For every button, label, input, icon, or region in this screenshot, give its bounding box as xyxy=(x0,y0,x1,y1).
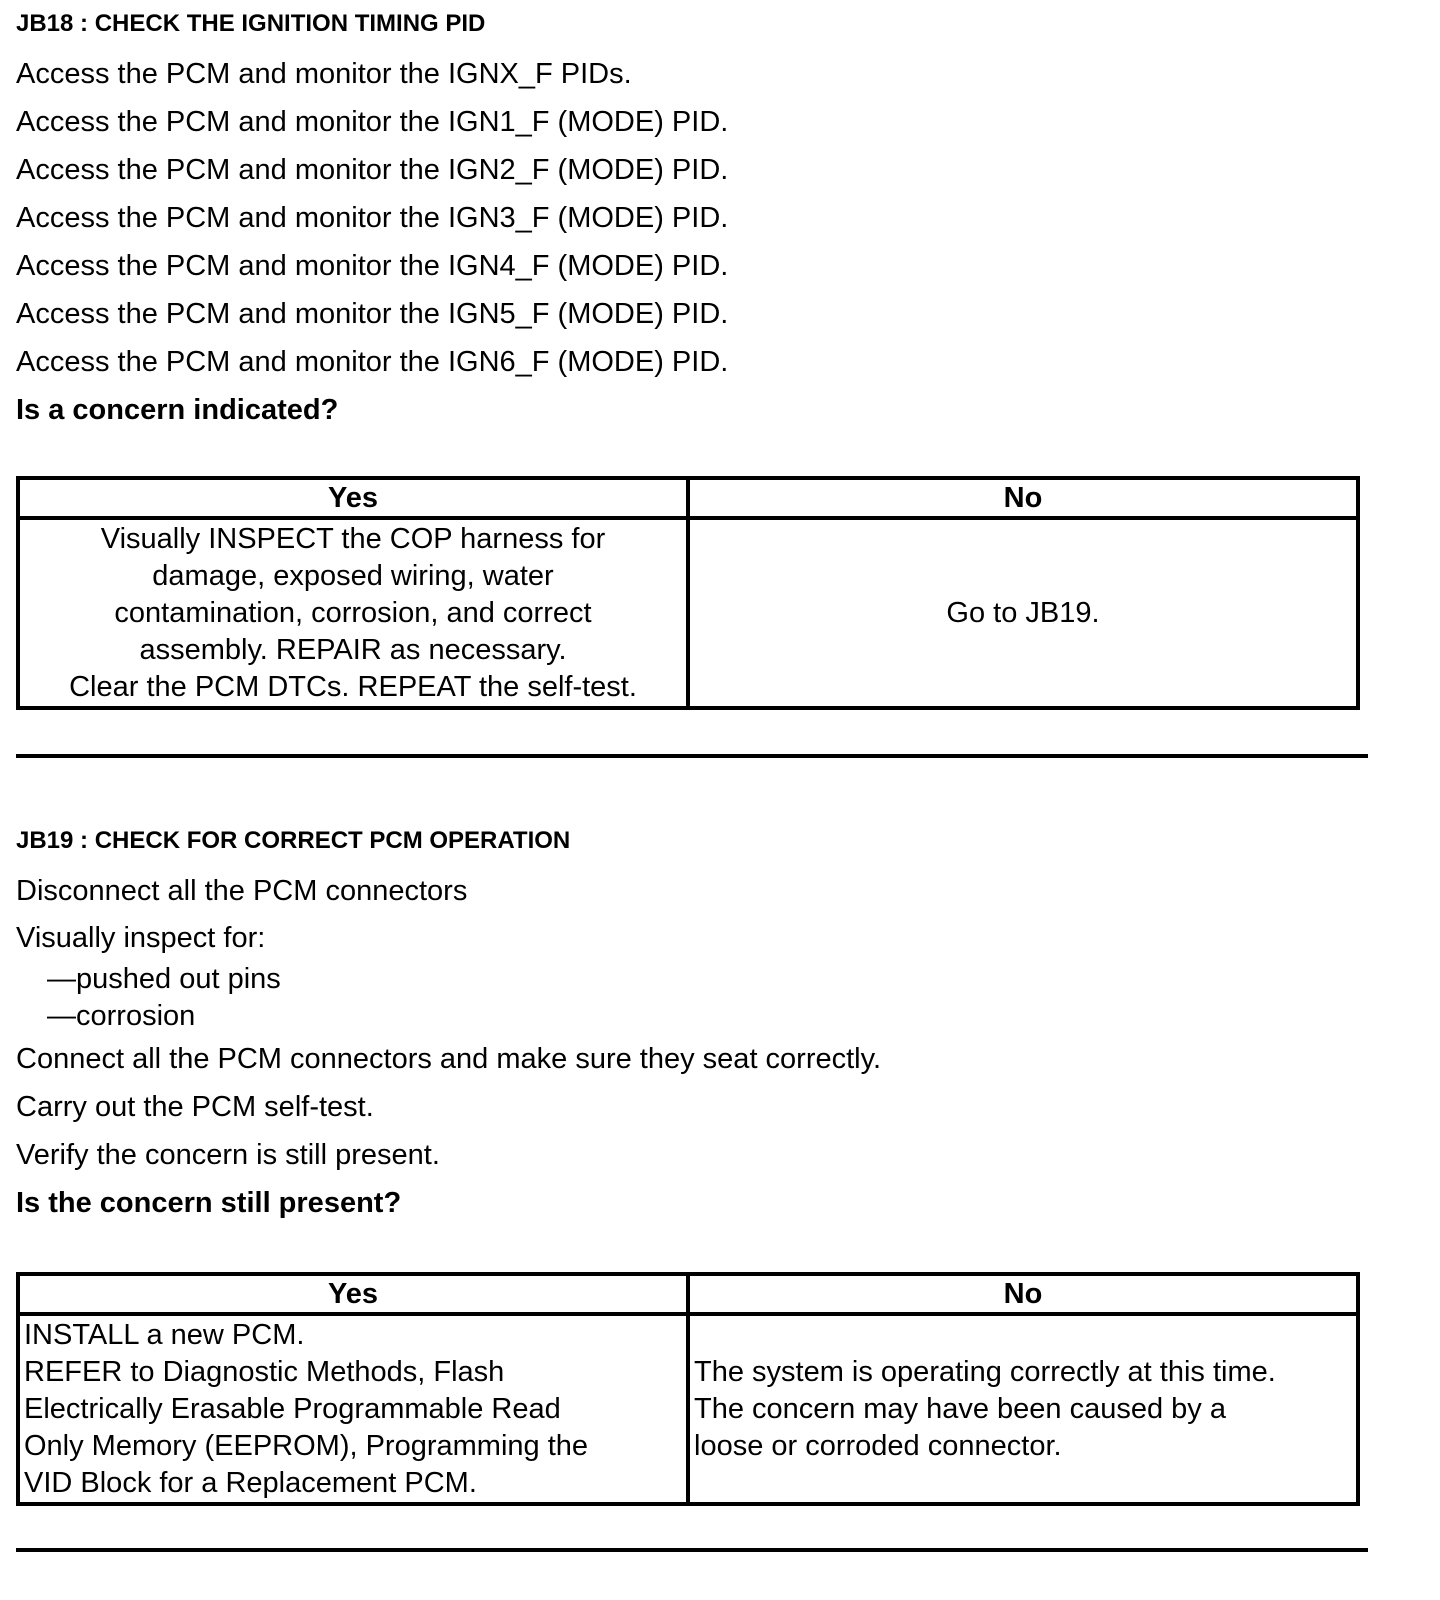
jb18-line-ign4: Access the PCM and monitor the IGN4_F (MODE) PID. xyxy=(16,250,729,282)
jb19-yes-line: Only Memory (EEPROM), Programming the xyxy=(24,1429,589,1462)
jb19-yes-cell xyxy=(18,1314,688,1504)
jb19-yes-line: Electrically Erasable Programmable Read xyxy=(24,1392,561,1425)
jb19-section xyxy=(16,827,1406,855)
jb18-line-ign2: Access the PCM and monitor the IGN2_F (MODE) PID. xyxy=(16,154,729,186)
jb19-instructions xyxy=(16,867,1406,1227)
jb18-line-ign1: Access the PCM and monitor the IGN1_F (MODE) PID. xyxy=(16,106,729,138)
jb18-no-header: No xyxy=(688,478,1358,518)
jb19-yes-line: REFER to Diagnostic Methods, Flash xyxy=(24,1355,505,1388)
jb19-inspect-item-pins: —pushed out pins xyxy=(47,963,281,995)
jb19-line-inspect: Visually inspect for: xyxy=(16,922,266,954)
jb19-yes-header: Yes xyxy=(18,1274,688,1314)
jb18-yes-line: assembly. REPAIR as necessary. xyxy=(139,633,567,666)
section-divider xyxy=(16,1548,1368,1552)
jb19-question: Is the concern still present? xyxy=(16,1187,402,1219)
jb19-no-header: No xyxy=(688,1274,1358,1314)
section-divider xyxy=(16,754,1368,758)
jb18-title: JB18 : CHECK THE IGNITION TIMING PID xyxy=(16,10,486,37)
jb19-no-line: The concern may have been caused by a xyxy=(694,1392,1226,1425)
jb18-instructions xyxy=(16,50,1406,434)
jb18-line-ign3: Access the PCM and monitor the IGN3_F (MODE) PID. xyxy=(16,202,729,234)
jb19-line-connect: Connect all the PCM connectors and make sure they seat correctly. xyxy=(16,1043,882,1075)
jb19-no-line: loose or corroded connector. xyxy=(694,1429,1062,1462)
jb18-yes-line: contamination, corrosion, and correct xyxy=(114,596,592,629)
jb18-yes-cell xyxy=(18,518,688,708)
jb18-line-ignx: Access the PCM and monitor the IGNX_F PIDs. xyxy=(16,58,632,90)
jb18-yes-header: Yes xyxy=(18,478,688,518)
jb18-no-cell: Go to JB19. xyxy=(688,518,1358,708)
jb18-question: Is a concern indicated? xyxy=(16,394,339,426)
jb19-decision-table xyxy=(16,1272,1360,1506)
jb19-title: JB19 : CHECK FOR CORRECT PCM OPERATION xyxy=(16,827,571,854)
jb19-inspect-item-corrosion: —corrosion xyxy=(47,1000,196,1032)
jb19-line-disconnect: Disconnect all the PCM connectors xyxy=(16,875,468,907)
jb18-line-ign5: Access the PCM and monitor the IGN5_F (MODE) PID. xyxy=(16,298,729,330)
jb19-line-verify: Verify the concern is still present. xyxy=(16,1139,440,1171)
jb18-yes-line: Visually INSPECT the COP harness for xyxy=(100,522,606,555)
jb18-yes-line: Clear the PCM DTCs. REPEAT the self-test. xyxy=(69,670,637,703)
jb18-yes-line: damage, exposed wiring, water xyxy=(152,559,554,592)
jb18-decision-table xyxy=(16,476,1360,710)
jb18-line-ign6: Access the PCM and monitor the IGN6_F (MODE) PID. xyxy=(16,346,729,378)
jb19-no-cell xyxy=(688,1314,1358,1504)
jb19-yes-line: VID Block for a Replacement PCM. xyxy=(24,1466,477,1499)
jb19-no-line: The system is operating correctly at this time. xyxy=(694,1355,1276,1388)
jb19-yes-line: INSTALL a new PCM. xyxy=(24,1318,305,1351)
jb19-line-selftest: Carry out the PCM self-test. xyxy=(16,1091,374,1123)
jb18-section xyxy=(16,10,1406,38)
